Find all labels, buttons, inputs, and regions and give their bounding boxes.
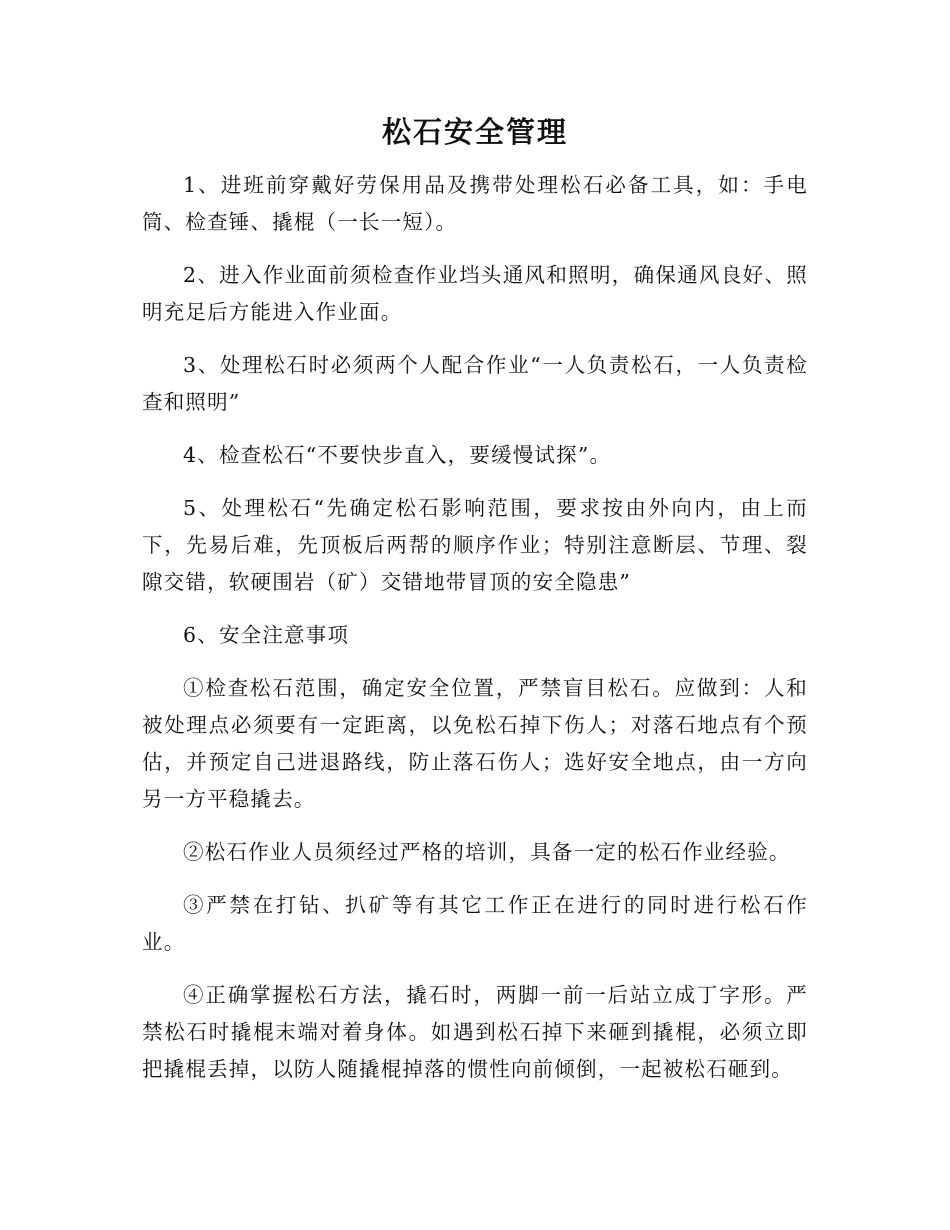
paragraph-item-3: ③严禁在打钻、扒矿等有其它工作正在进行的同时进行松石作业。 [142,893,808,954]
document-title: 松石安全管理 [381,115,568,149]
paragraph-item-1: ①检查松石范围，确定安全位置，严禁盲目松石。应做到：人和被处理点必须要有一定距离，以免松石掉下伤人；对落石地点有个预估，并预定自己进退路线，防止落石伤人；选好安全地点，由一方向另一方平稳撬去。 [142,676,808,811]
paragraph-2: 2、进入作业面前须检查作业垱头通风和照明，确保通风良好、照明充足后方能进入作业面。 [142,263,808,324]
paragraph-item-4: ④正确掌握松石方法，撬石时，两脚一前一后站立成丁字形。严禁松石时撬棍末端对着身体。如遇到松石掉下来砸到撬棍，必须立即把撬棍丢掉，以防人随撬棍掉落的惯性向前倾倒，一起被松石砸到。 [142,983,808,1081]
document-body [142,167,808,1104]
paragraph-item-2: ②松石作业人员须经过严格的培训，具备一定的松石作业经验。 [183,840,791,864]
paragraph-6-heading: 6、安全注意事项 [183,623,350,647]
paragraph-3: 3、处理松石时必须两个人配合作业“一人负责松石，一人负责检查和照明” [142,353,808,414]
paragraph-5: 5、处理松石“先确定松石影响范围，要求按由外向内，由上而下，先易后难，先顶板后两帮的顺序作业；特别注意断层、节理、裂隙交错，软硬围岩（矿）交错地带冒顶的安全隐患” [142,496,808,594]
paragraph-1: 1、进班前穿戴好劳保用品及携带处理松石必备工具，如：手电筒、检查锤、撬棍（一长一短）。 [142,173,808,234]
paragraph-4: 4、检查松石“不要快步直入，要缓慢试探”。 [183,443,612,467]
